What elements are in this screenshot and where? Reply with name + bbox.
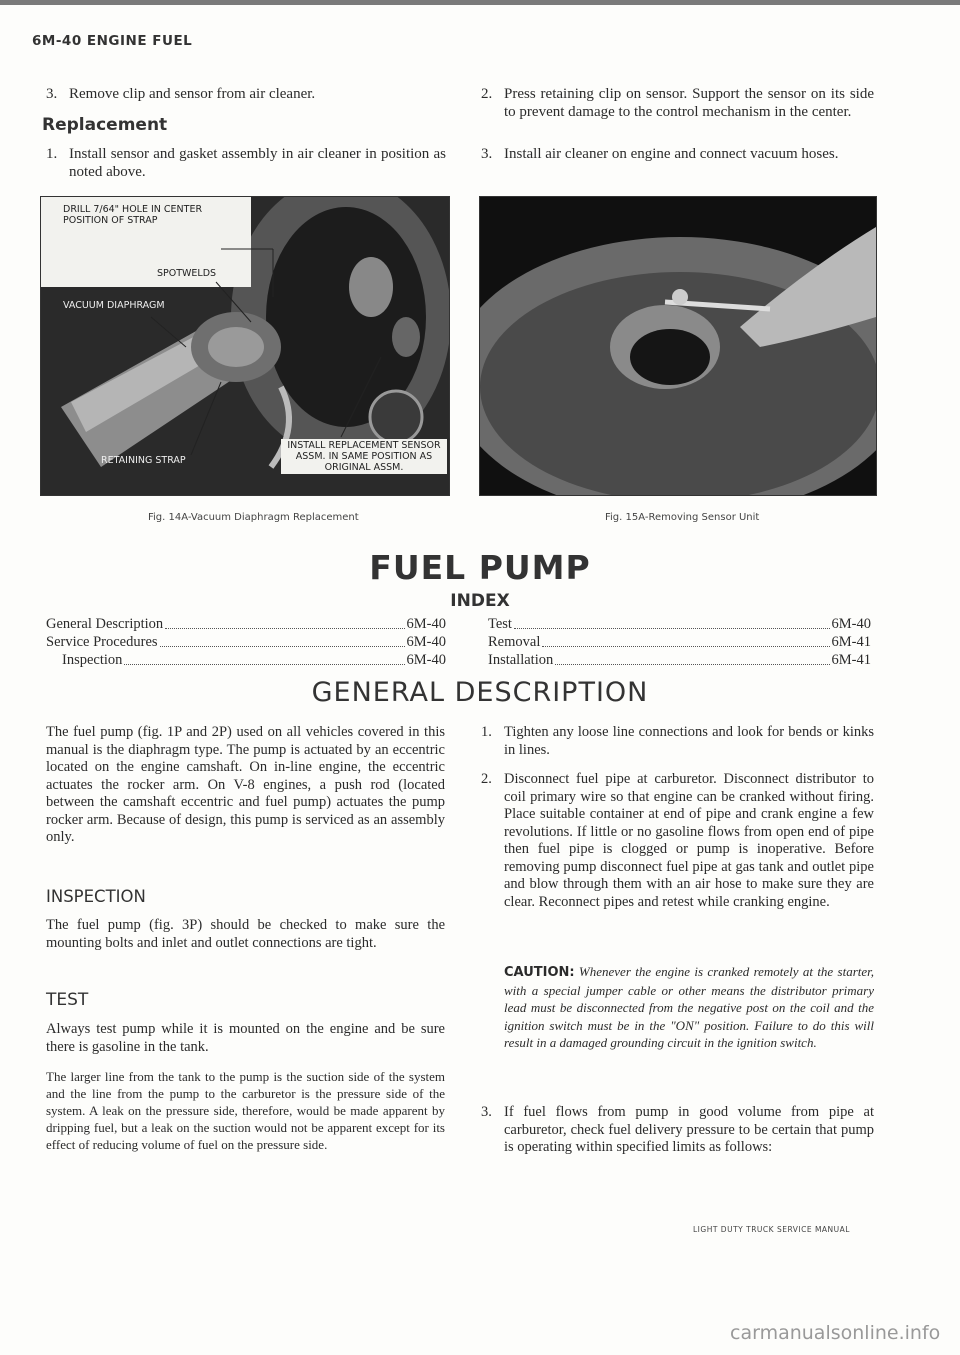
caution-label: CAUTION: bbox=[504, 965, 575, 980]
top-rule bbox=[0, 0, 960, 5]
figure-14-caption: Fig. 14A-Vacuum Diaphragm Replacement bbox=[148, 512, 359, 523]
manual-footer: LIGHT DUTY TRUCK SERVICE MANUAL bbox=[693, 1225, 850, 1234]
test-step-3: 3. If fuel flows from pump in good volume from pipe at carburetor, check fuel delivery pressure to be certain that pump is operating within specified limits as follows: bbox=[481, 1104, 874, 1155]
step-install-sensor: 1. Install sensor and gasket assembly in air cleaner in position as noted above. bbox=[46, 146, 446, 180]
figure-15-caption: Fig. 15A-Removing Sensor Unit bbox=[605, 512, 760, 523]
test-paragraph: Always test pump while it is mounted on the engine and be sure there is gasoline in the tank. bbox=[46, 1021, 445, 1055]
caution-text: Whenever the engine is cranked remotely at the starter, with a special jumper cable or other means the distributor primary lead must be disconnected from the negative post on the coil and the ignition switch must be in the "ON" position. Failure to do this will result in a damaged grounding circuit in the ignition switch. bbox=[504, 964, 875, 1050]
test-step-2: 2. Disconnect fuel pipe at carburetor. Disconnect distributor to coil primary wire so that engine can be cranked without firing. Place suitable container at end of pipe and crank engine a few revolutions. If little or no gasoline flows from open end of pipe then fuel pipe is clogged or pump is inoperative. Before removing pump disconnect fuel pipe at gas tank and outlet pipe and blow through them with an air hose to make sure they are clear. Reconnect pipes and retest while cranking engine. bbox=[481, 771, 874, 910]
step-remove-clip: 3. Remove clip and sensor from air cleaner. bbox=[46, 86, 316, 102]
general-intro-paragraph: The fuel pump (fig. 1P and 2P) used on all vehicles covered in this manual is the diaphragm type. The pump is actuated by an eccentric located on the engine camshaft. On in-line engine, the eccentric actuates the rocker arm. On V-8 engines, a push rod (located between the camshaft eccentric and fuel pump) actuates the pump rocker arm. Because of design, this pump is serviced as an assembly only. bbox=[46, 724, 445, 845]
test-step-1: 1. Tighten any loose line connections and look for bends or kinks in lines. bbox=[481, 724, 874, 758]
step-press-clip: 2. Press retaining clip on sensor. Support the sensor on its side to prevent damage to the control mechanism in the center. bbox=[481, 86, 874, 120]
index-title: INDEX bbox=[450, 591, 510, 611]
label-install-replacement: INSTALL REPLACEMENT SENSOR ASSM. IN SAME POSITION AS ORIGINAL ASSM. bbox=[281, 439, 447, 474]
test-note-paragraph: The larger line from the tank to the pump is the suction side of the system and the line from the pump to the carburetor is the pressure side of the system. A leak on the pressure side, therefore, would be made apparent by dripping fuel, but a leak on the suction would not be apparent except for its effect of reducing volume of fuel on the pressure side. bbox=[46, 1069, 445, 1152]
sensor-removal-photo bbox=[480, 197, 876, 495]
label-spotwelds: SPOTWELDS bbox=[157, 268, 217, 279]
index-entry-general-description[interactable]: General Description 6M-40 bbox=[46, 616, 446, 632]
page-header: 6M-40 ENGINE FUEL bbox=[32, 33, 193, 49]
watermark: carmanualsonline.info bbox=[730, 1322, 941, 1344]
fuel-pump-title: FUEL PUMP bbox=[369, 548, 591, 587]
test-heading: TEST bbox=[46, 990, 89, 1010]
index-entry-installation[interactable]: Installation 6M-41 bbox=[488, 652, 871, 668]
label-drill-hole: DRILL 7/64" HOLE IN CENTER POSITION OF STRAP bbox=[63, 204, 223, 226]
caution-note bbox=[504, 963, 874, 1052]
inspection-heading: INSPECTION bbox=[46, 887, 146, 906]
index-right bbox=[488, 616, 871, 670]
inspection-paragraph: The fuel pump (fig. 3P) should be checked to make sure the mounting bolts and inlet and outlet connections are tight. bbox=[46, 917, 445, 951]
index-entry-test[interactable]: Test 6M-40 bbox=[488, 616, 871, 632]
index-entry-removal[interactable]: Removal 6M-41 bbox=[488, 634, 871, 650]
general-description-title: GENERAL DESCRIPTION bbox=[311, 677, 649, 708]
label-retaining-strap: RETAINING STRAP bbox=[101, 455, 186, 466]
replacement-heading: Replacement bbox=[42, 115, 168, 135]
figure-vacuum-diaphragm bbox=[40, 196, 450, 496]
figure-removing-sensor bbox=[479, 196, 877, 496]
index-entry-service-procedures[interactable]: Service Procedures 6M-40 bbox=[46, 634, 446, 650]
step-install-air-cleaner: 3. Install air cleaner on engine and connect vacuum hoses. bbox=[481, 146, 839, 162]
index-left bbox=[46, 616, 446, 670]
label-vacuum-diaphragm: VACUUM DIAPHRAGM bbox=[63, 300, 165, 311]
index-entry-inspection[interactable]: Inspection 6M-40 bbox=[62, 652, 446, 668]
